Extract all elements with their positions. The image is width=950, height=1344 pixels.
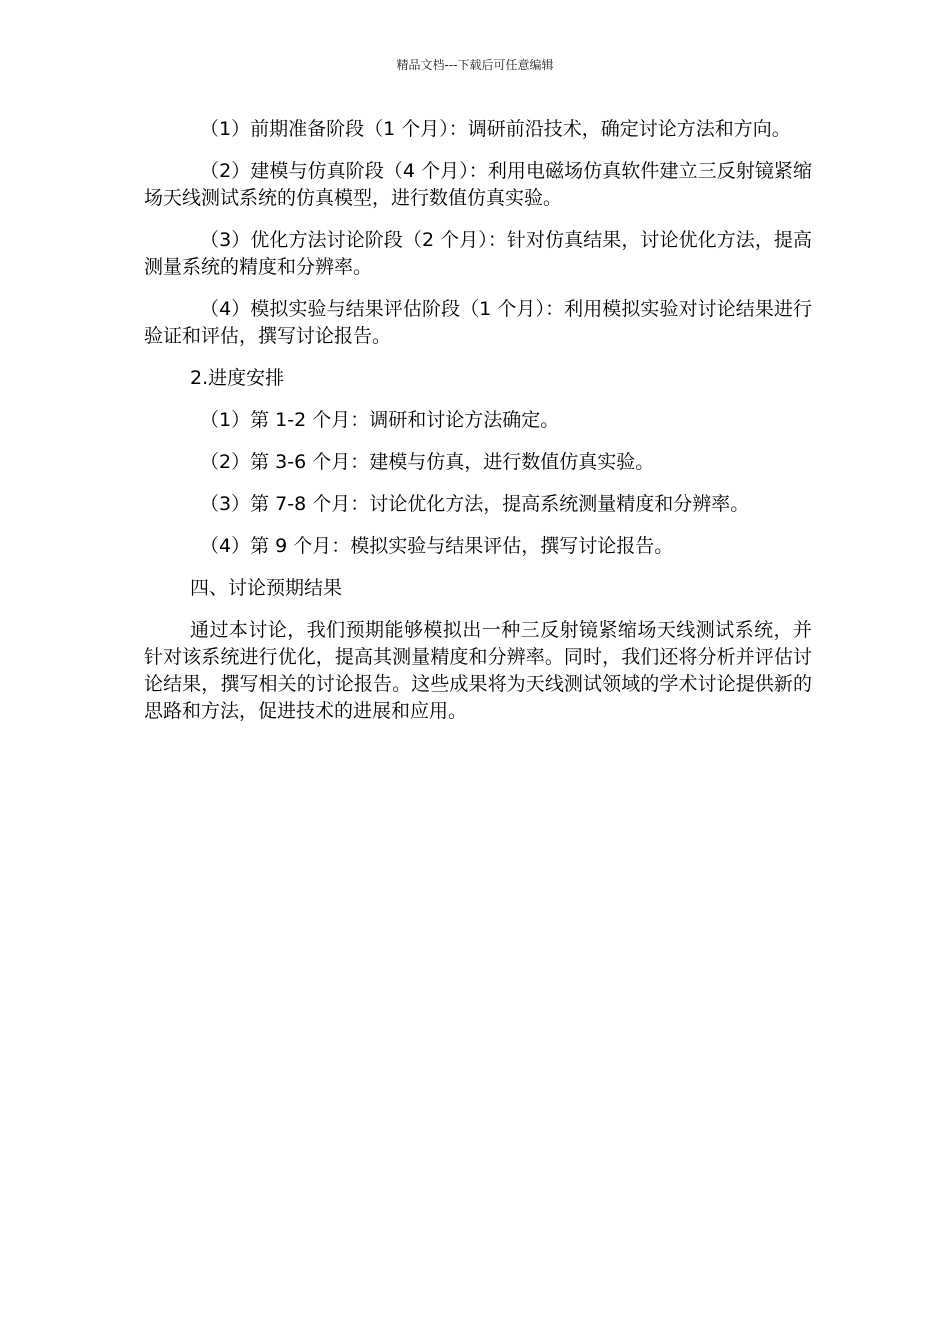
- schedule-item: （1）第 1-2 个月：调研和讨论方法确定。: [200, 409, 560, 431]
- phase-paragraph: （1）前期准备阶段（1 个月）：调研前沿技术，确定讨论方法和方向。: [200, 118, 791, 140]
- schedule-item: （2）第 3-6 个月：建模与仿真，进行数值仿真实验。: [200, 451, 655, 473]
- phase-paragraph: （2）建模与仿真阶段（4 个月）：利用电磁场仿真软件建立三反射镜紧缩场天线测试系统的仿真模型，进行数值仿真实验。: [144, 160, 812, 209]
- document-body: [144, 116, 812, 740]
- expected-results-heading: 四、讨论预期结果: [190, 577, 343, 599]
- phase-paragraph: （4）模拟实验与结果评估阶段（1 个月）：利用模拟实验对讨论结果进行验证和评估，撰写讨论报告。: [144, 298, 812, 347]
- expected-results-paragraph: 通过本讨论，我们预期能够模拟出一种三反射镜紧缩场天线测试系统，并针对该系统进行优化，提高其测量精度和分辨率。同时，我们还将分析并评估讨论结果，撰写相关的讨论报告。这些成果将为天线测试领域的学术讨论提供新的思路和方法，促进技术的进展和应用。: [144, 619, 812, 722]
- phase-paragraph: （3）优化方法讨论阶段（2 个月）：针对仿真结果，讨论优化方法，提高测量系统的精度和分辨率。: [144, 229, 812, 278]
- schedule-item: （3）第 7-8 个月：讨论优化方法，提高系统测量精度和分辨率。: [200, 493, 750, 515]
- schedule-heading: 2.进度安排: [190, 367, 285, 389]
- schedule-item: （4）第 9 个月：模拟实验与结果评估，撰写讨论报告。: [200, 535, 674, 557]
- page-header: 精品文档---下载后可任意编辑: [396, 58, 554, 72]
